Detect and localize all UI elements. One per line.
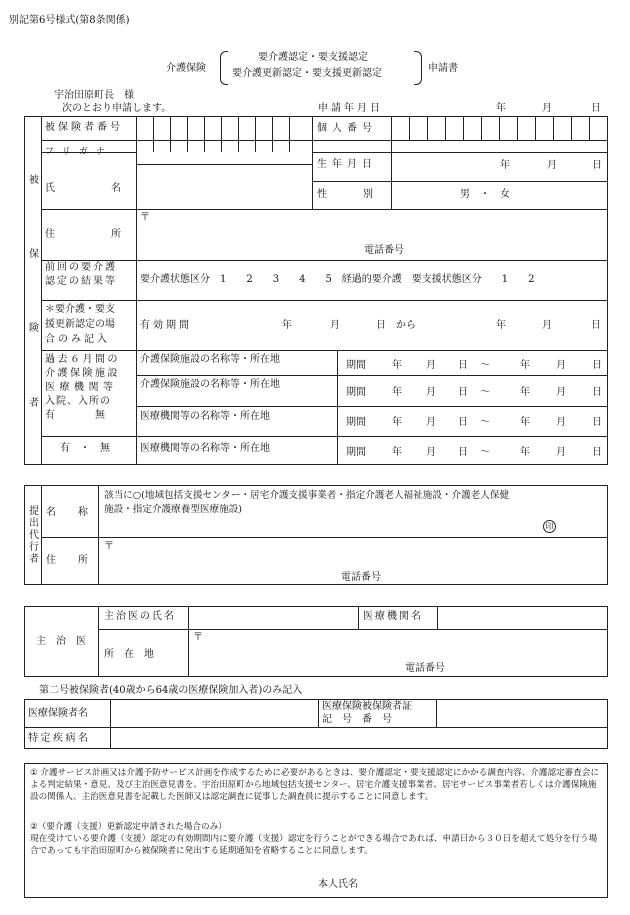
period-tilde: ～ xyxy=(480,387,490,398)
period-end-month: 月 xyxy=(556,447,566,458)
history-label-3: 医療機関等 xyxy=(45,382,118,393)
insurer-label: 医療保険者名 xyxy=(28,708,88,719)
signature-label: 本人氏名 xyxy=(318,879,358,890)
doctor-section-label: 主 治 医 xyxy=(36,636,86,647)
valid-period-label: 有効期間 xyxy=(140,320,192,331)
period-start-year: 年 xyxy=(392,447,402,458)
period-tilde: ～ xyxy=(480,360,490,371)
note-1: ① 介護サービス計画又は介護予防サービス計画を作成するために必要があるときは、要介護認定・要支援認定にかかる調査内容、介護認定審査会による判定結果・意見、及び主治医意見書を、宇治田原町から地域包括支援センター、居宅介護支援事業者、居宅サービス事業者若しくは介護保険施設の関係人、主治医意見書を記載した医師又は認定調査に従事した調査員に提示することに同意します。 xyxy=(30,768,600,803)
second-insured-table xyxy=(24,699,608,749)
period-start-month: 月 xyxy=(426,360,436,371)
facility-name-label: 医療機関等の名称等・所在地 xyxy=(140,411,270,422)
agent-name-note-1[interactable]: 該当に○(地域包括支援センター・居宅介護支援事業者・指定介護老人福祉施設・介護老人保健 xyxy=(104,490,510,501)
seal-mark: 印 xyxy=(543,520,556,533)
agent-section-char-4: 行 xyxy=(29,542,39,553)
title-left-bracket xyxy=(220,51,228,85)
history-label-5: 有 無 xyxy=(45,410,105,421)
note-2: 現在受けている要介護（支援）認定の有効期間内に要介護（支援）認定を行うことができる場合であれば、申請日から３０日を超えて処分を行う場合であっても宇治田原町から被保険者に発出する延期通知を省略することに同意します。 xyxy=(30,834,598,857)
personal-number-label: 個人番号 xyxy=(317,123,377,134)
period-label: 期間 xyxy=(346,360,366,371)
title-suffix: 申請書 xyxy=(428,63,458,74)
agent-section-char-1: 提 xyxy=(29,506,39,517)
agent-name-label: 名称 xyxy=(46,507,110,518)
doctor-postal-mark: 〒 xyxy=(193,632,203,643)
doctor-address-label: 所 在 地 xyxy=(104,649,154,660)
period-start-day: 日 xyxy=(458,417,468,428)
dob-day: 日 xyxy=(592,160,602,171)
period-start-month: 月 xyxy=(426,387,436,398)
insured-table xyxy=(24,116,608,465)
history-label-1: 過去６月間の xyxy=(45,354,120,365)
insured-section-char-1: 被 xyxy=(29,175,39,186)
disease-label: 特定疾病名 xyxy=(28,733,91,744)
period-start-year: 年 xyxy=(392,417,402,428)
period-tilde: ～ xyxy=(480,447,490,458)
agent-postal-mark: 〒 xyxy=(104,541,114,552)
valid-month: 月 xyxy=(330,320,340,331)
prev-result-label-2: 認定の結果等 xyxy=(45,276,117,287)
insured-no-label-1: 医療保険被保険者証 xyxy=(322,701,412,712)
valid-from: から xyxy=(396,320,416,331)
facility-name-label: 医療機関等の名称等・所在地 xyxy=(140,443,270,454)
application-date-label: 申請年月日 xyxy=(318,103,383,114)
period-start-month: 月 xyxy=(426,447,436,458)
agent-phone-label: 電話番号 xyxy=(341,572,381,583)
period-end-day: 日 xyxy=(592,447,602,458)
period-end-month: 月 xyxy=(556,360,566,371)
agent-section-char-3: 代 xyxy=(29,530,39,541)
period-end-year: 年 xyxy=(520,447,530,458)
furigana-label: フリガナ xyxy=(45,147,113,157)
history-label-4: 入院、入所の xyxy=(45,396,111,407)
valid-month-2: 月 xyxy=(542,320,552,331)
agent-address-label: 住所 xyxy=(46,555,110,566)
title-line2: 要介護更新認定・要支援更新認定 xyxy=(232,68,382,79)
renewal-label-2: 援更新認定の場 xyxy=(45,319,115,330)
address-label: 住所 xyxy=(45,229,177,240)
insured-section-char-3: 険 xyxy=(29,323,39,334)
insured-postal-mark: 〒 xyxy=(140,212,150,223)
application-date-year: 年 xyxy=(496,103,506,114)
institution-label: 医療機関名 xyxy=(363,611,423,622)
period-label: 期間 xyxy=(346,387,366,398)
period-start-month: 月 xyxy=(426,417,436,428)
period-end-month: 月 xyxy=(556,417,566,428)
renewal-label-3: 合のみ記入 xyxy=(45,334,110,345)
period-start-day: 日 xyxy=(458,447,468,458)
title-line1: 要介護認定・要支援認定 xyxy=(258,52,368,63)
insured-phone-label: 電話番号 xyxy=(364,245,404,256)
agent-section-char-5: 者 xyxy=(29,554,39,565)
valid-year-2: 年 xyxy=(496,320,506,331)
note-2-title: ②（要介護（支援）更新認定申請された場合のみ） xyxy=(30,822,227,832)
renewal-label-1: ＊要介護・要支 xyxy=(45,304,115,315)
valid-day-2: 日 xyxy=(591,320,601,331)
title-right-bracket xyxy=(414,51,422,85)
period-end-month: 月 xyxy=(556,387,566,398)
insured-number-label: 被保険者番号 xyxy=(45,122,123,133)
facility-name-label: 介護保険施設の名称等・所在地 xyxy=(140,379,280,390)
period-end-year: 年 xyxy=(520,387,530,398)
form-label: 別記第6号様式(第8条関係) xyxy=(9,15,130,26)
period-label: 期間 xyxy=(346,417,366,428)
doctor-phone-label: 電話番号 xyxy=(405,663,445,674)
period-end-day: 日 xyxy=(592,387,602,398)
insured-no-label-2: 記 号 番 号 xyxy=(322,714,392,725)
facility-name-label: 介護保険施設の名称等・所在地 xyxy=(140,354,280,365)
name-label: 氏名 xyxy=(45,183,177,194)
second-insured-heading: 第二号被保険者(40歳から64歳の医療保険加入者)のみ記入 xyxy=(39,685,303,696)
period-start-day: 日 xyxy=(458,360,468,371)
gender-label: 性別 xyxy=(317,189,409,200)
valid-year: 年 xyxy=(282,320,292,331)
application-date-day: 日 xyxy=(591,103,601,114)
application-date-month: 月 xyxy=(542,103,552,114)
agent-section-char-2: 出 xyxy=(29,518,39,529)
period-start-year: 年 xyxy=(392,387,402,398)
dob-month: 月 xyxy=(547,160,557,171)
intro-text: 次のとおり申請します。 xyxy=(62,103,172,114)
gender-options[interactable]: 男 ・ 女 xyxy=(460,189,510,200)
doctor-name-label: 主治医の氏名 xyxy=(104,611,176,622)
prev-result-values[interactable]: 要介護状態区分 1 2 3 4 5 経過的要介護 要支援状態区分 1 2 xyxy=(140,274,535,285)
prev-result-label-1: 前回の要介護 xyxy=(45,262,117,273)
dob-label: 生年月日 xyxy=(317,159,377,170)
dob-year: 年 xyxy=(500,160,510,171)
valid-day: 日 xyxy=(376,320,386,331)
history-label-2: 介護保険施設 xyxy=(45,368,120,379)
period-end-year: 年 xyxy=(520,360,530,371)
insured-section-char-2: 保 xyxy=(29,249,39,260)
has-none-options[interactable]: 有 ・ 無 xyxy=(60,443,110,454)
addressee: 宇治田原町長 様 xyxy=(54,90,134,101)
title-prefix: 介護保険 xyxy=(166,63,206,74)
period-start-day: 日 xyxy=(458,387,468,398)
period-end-day: 日 xyxy=(592,417,602,428)
agent-name-note-2[interactable]: 施設・指定介護療養型医療施設) xyxy=(104,504,243,515)
period-label: 期間 xyxy=(346,447,366,458)
period-end-year: 年 xyxy=(520,417,530,428)
insured-section-char-4: 者 xyxy=(29,398,39,409)
period-end-day: 日 xyxy=(592,360,602,371)
period-start-year: 年 xyxy=(392,360,402,371)
period-tilde: ～ xyxy=(480,417,490,428)
